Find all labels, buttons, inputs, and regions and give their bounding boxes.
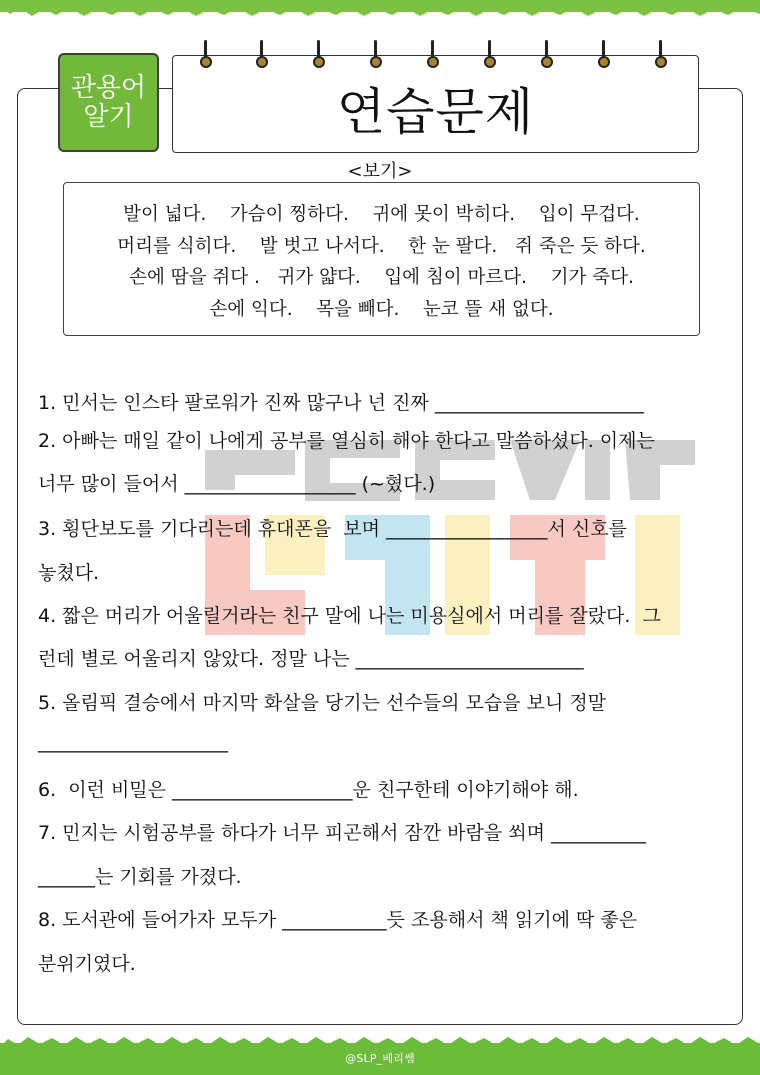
question-2: 2. 아빠는 매일 같이 나에게 공부를 열심히 해야 한다고 말씀하셨다. 이제는 — [38, 430, 655, 452]
badge-line-2: 알기 — [83, 102, 134, 132]
binder-ring-icon — [598, 40, 610, 74]
question-3-cont: 놓쳤다. — [38, 562, 100, 584]
question-3: 3. 횡단보도를 기다리는데 휴대폰을 보며 _________________서 신호를 — [38, 518, 627, 540]
question-4: 4. 짧은 머리가 어울릴거라는 친구 말에 나는 미용실에서 머리를 잘랐다. 그 — [38, 605, 661, 627]
binder-ring-icon — [313, 40, 325, 74]
binder-ring-icon — [370, 40, 382, 74]
badge-line-1: 관용어 — [70, 73, 147, 103]
question-6: 6. 이런 비밀은 ___________________운 친구한테 이야기해야 해. — [38, 779, 579, 801]
example-box — [63, 182, 700, 336]
binder-ring-icon — [256, 40, 268, 74]
binder-ring-icon — [200, 40, 212, 74]
binder-ring-icon — [541, 40, 553, 74]
question-7-cont: ______는 기회를 가졌다. — [38, 866, 242, 888]
question-8-cont: 분위기였다. — [38, 953, 136, 975]
footer-credit: @SLP_베리쌤 — [345, 1052, 415, 1065]
question-7: 7. 민지는 시험공부를 하다가 너무 피곤해서 잠깐 바람을 쐬며 __________ — [38, 822, 646, 844]
page-title: 연습문제 — [336, 83, 535, 141]
binder-ring-icon — [427, 40, 439, 74]
example-line: 발이 넓다. 가슴이 찡하다. 귀에 못이 박히다. 입이 무겁다. — [123, 204, 640, 225]
example-line: 손에 익다. 목을 빼다. 눈코 뜰 새 없다. — [209, 299, 554, 320]
example-box-label: <보기> — [347, 161, 413, 182]
example-line: 머리를 식히다. 발 벗고 나서다. 한 눈 팔다. 쥐 죽은 듯 하다. — [117, 236, 646, 257]
question-5-cont: ____________________ — [38, 731, 228, 753]
top-grass-border — [0, 0, 760, 12]
binder-ring-icon — [655, 40, 667, 74]
question-4-cont: 런데 별로 어울리지 않았다. 정말 나는 ________________________ — [38, 648, 584, 670]
question-2-cont: 너무 많이 들어서 __________________ (~혔다.) — [38, 473, 436, 495]
question-1: 1. 민서는 인스타 팔로워가 진짜 많구나 넌 진짜 ______________________ — [38, 392, 644, 414]
example-line: 손에 땀을 쥐다 . 귀가 얇다. 입에 침이 마르다. 기가 죽다. — [129, 267, 634, 288]
binder-ring-icon — [484, 40, 496, 74]
question-8: 8. 도서관에 들어가자 모두가 ___________듯 조용해서 책 읽기에 딱 좋은 — [38, 909, 638, 931]
category-badge — [58, 53, 159, 152]
question-5: 5. 올림픽 결승에서 마지막 화살을 당기는 선수들의 모습을 보니 정말 — [38, 692, 607, 714]
